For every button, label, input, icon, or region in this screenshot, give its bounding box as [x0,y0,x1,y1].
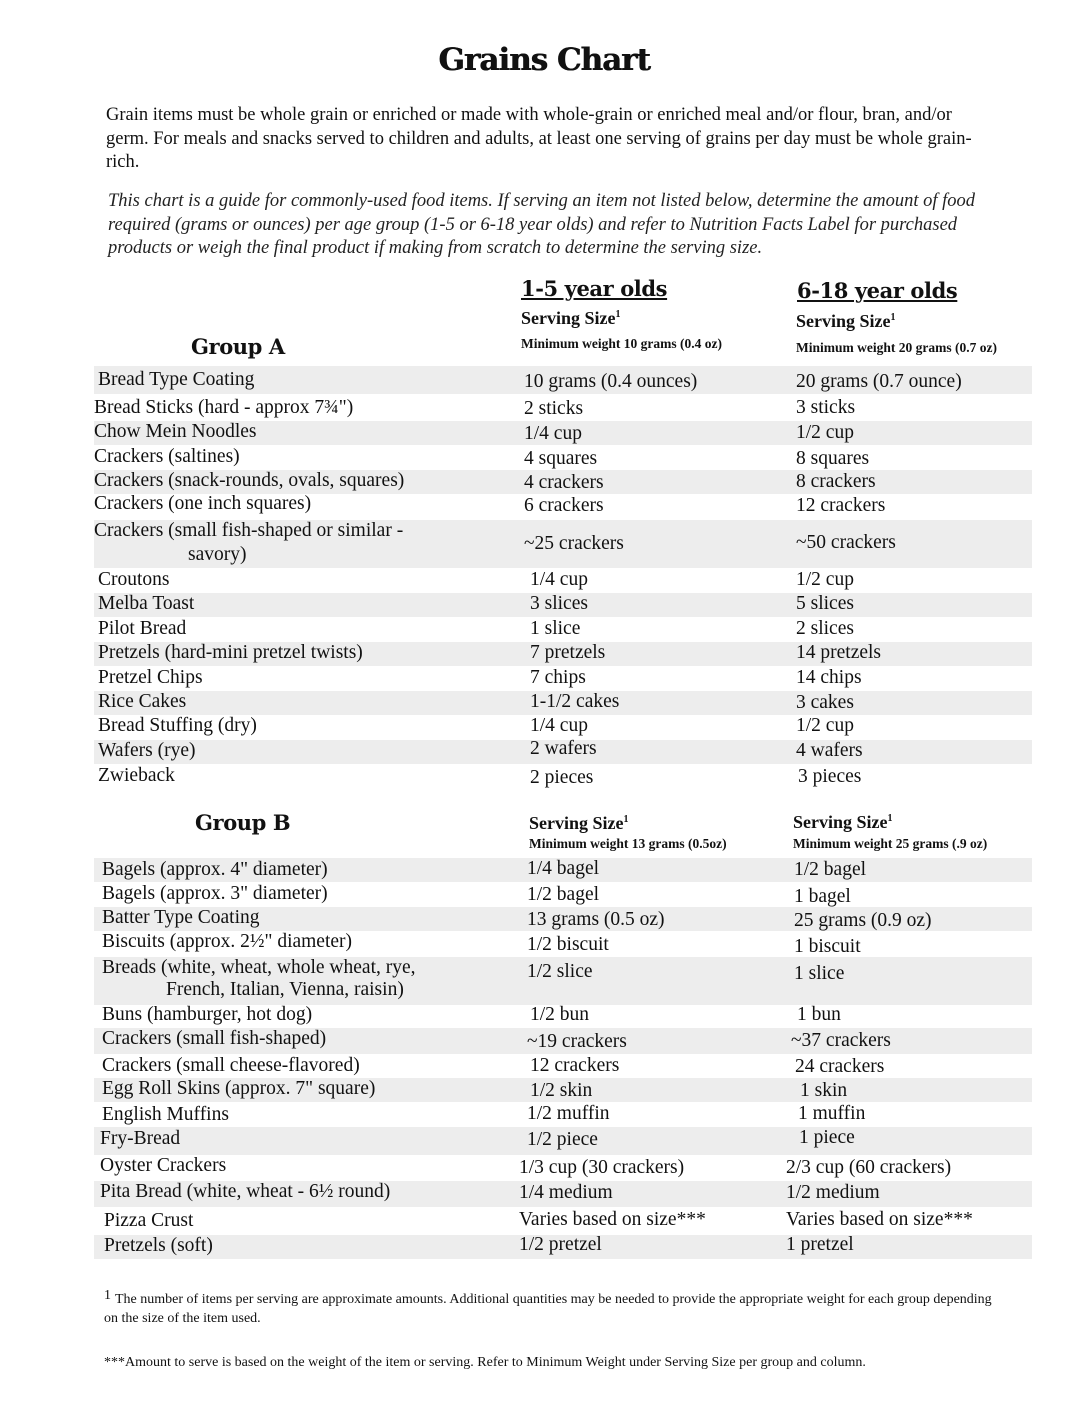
table-row [94,1102,1032,1127]
serving-older: 1/2 cup [796,422,854,443]
serving-young: 1 slice [530,618,581,639]
table-row [94,1078,1032,1102]
column-header-6-18: 6-18 year olds [797,278,958,303]
serving-older: 14 pretzels [796,642,882,663]
item-name: Bagels (approx. 3" diameter) [102,883,328,904]
serving-older: ~37 crackers [791,1030,891,1051]
serving-older: 1/2 medium [786,1182,880,1203]
table-row [94,907,1032,931]
serving-older: 8 squares [796,448,870,469]
serving-young: 4 crackers [524,472,604,493]
item-name: Crackers (snack-rounds, ovals, squares) [94,470,405,491]
item-name: Bread Sticks (hard - approx 7¾") [94,397,354,418]
group-b-serving-size-young: Serving Size$^1$ [529,813,629,833]
table-row [94,957,1032,1005]
serving-older: 1/2 bagel [794,859,867,880]
serving-older: 2/3 cup (60 crackers) [786,1157,952,1178]
item-name: Pretzel Chips [98,667,203,688]
serving-older: 1 bagel [794,886,851,907]
serving-young: 2 wafers [530,738,597,759]
serving-older: 8 crackers [796,471,876,492]
serving-older: 1/2 cup [796,715,854,736]
footnote-1-text: The number of items per serving are approximate amounts. Additional quantities may be needed to provide the appropriate weight for each group depending on the size of the item used. [104,1292,992,1326]
item-name: Bread Type Coating [98,369,255,390]
serving-older: 1 biscuit [794,936,861,957]
table-row [94,691,1032,715]
item-name: Bread Stuffing (dry) [98,715,257,736]
footnote-marker: 1 [104,1288,111,1303]
serving-older: 3 cakes [796,692,854,713]
serving-older: 25 grams (0.9 oz) [794,910,932,931]
item-name: Zwieback [98,765,175,786]
serving-young: 3 slices [530,593,588,614]
table-row [94,1235,1032,1259]
serving-young: 1/2 biscuit [527,934,609,955]
item-name: English Muffins [102,1104,229,1125]
serving-older: 1 bun [797,1004,841,1025]
group-b-min-weight-older: Minimum weight 25 grams (.9 oz) [793,836,988,851]
item-name: Oyster Crackers [100,1155,227,1176]
item-name: Croutons [98,569,170,590]
serving-young: 1/2 pretzel [519,1234,602,1255]
item-name: Breads (white, wheat, whole wheat, rye, [102,957,416,978]
table-row [94,740,1032,764]
group-b-serving-size-older: Serving Size$^1$ [793,812,893,832]
serving-young: 1/2 bagel [527,884,600,905]
serving-older: 1 slice [794,963,845,984]
serving-young: 1/4 cup [530,715,588,736]
serving-young: 1/4 bagel [527,858,600,879]
serving-older: 1 muffin [798,1103,866,1124]
serving-young: 1/4 cup [524,423,582,444]
serving-older: 1/2 cup [796,569,854,590]
table-row [94,520,1032,568]
group-a-min-weight-older: Minimum weight 20 grams (0.7 oz) [796,340,997,355]
item-name: Rice Cakes [98,691,187,712]
item-name: Pizza Crust [104,1210,194,1231]
table-row [94,642,1032,666]
serving-young: 1/4 medium [519,1182,613,1203]
item-name: Chow Mein Noodles [94,421,257,442]
item-name: Melba Toast [98,593,195,614]
group-a-min-weight-young: Minimum weight 10 grams (0.4 oz) [521,336,722,351]
item-name-continued: savory) [188,544,247,565]
serving-older: 12 crackers [796,495,886,516]
table-row [94,1207,1032,1235]
table-row [94,1004,1032,1028]
table-row [94,568,1032,592]
serving-young: 4 squares [524,448,598,469]
item-name: Egg Roll Skins (approx. 7" square) [102,1078,376,1099]
serving-young: 1/4 cup [530,569,588,590]
group-b-heading: Group B [195,810,291,835]
serving-young: Varies based on size*** [519,1209,706,1230]
item-name: Crackers (saltines) [94,446,240,467]
serving-older: 20 grams (0.7 ounce) [796,371,962,392]
item-name: Pretzels (hard-mini pretzel twists) [98,642,363,663]
group-a-heading: Group A [191,334,285,359]
intro-paragraph: Grain items must be whole grain or enriched or made with whole-grain or enriched meal and/or flour, bran, and/or germ. For meals and snacks served to children and adults, at least one serving of grains per day must be whole grain-rich. [106,105,972,172]
item-name: Buns (hamburger, hot dog) [102,1004,313,1025]
serving-young: 12 crackers [530,1055,620,1076]
serving-older: 3 pieces [798,766,862,787]
page-title: Grains Chart [438,42,650,78]
item-name: Crackers (one inch squares) [94,493,312,514]
group-b-min-weight-young: Minimum weight 13 grams (0.5oz) [529,836,727,851]
serving-older: Varies based on size*** [786,1209,973,1230]
table-row [94,421,1032,445]
item-name: Pita Bread (white, wheat - 6½ round) [100,1181,391,1202]
serving-older: 1 skin [800,1080,848,1101]
table-row [94,446,1032,470]
serving-young: ~25 crackers [524,533,624,554]
table-row [94,1155,1032,1181]
serving-older: 24 crackers [795,1056,885,1077]
serving-young: 1-1/2 cakes [530,691,620,712]
footnote-1 [104,1286,1004,1328]
item-name: Wafers (rye) [98,740,196,761]
table-row [94,366,1032,394]
item-name: Batter Type Coating [102,907,260,928]
serving-young: ~19 crackers [527,1031,627,1052]
table-row [94,764,1032,792]
table-row [94,593,1032,617]
item-name-continued: French, Italian, Vienna, raisin) [166,979,404,1000]
serving-young: 2 pieces [530,767,594,788]
serving-young: 1/2 muffin [527,1103,610,1124]
serving-young: 1/2 slice [527,961,593,982]
serving-older: 14 chips [796,667,862,688]
guide-paragraph: This chart is a guide for commonly-used food items. If serving an item not listed below, determine the amount of food required (grams or ounces) per age group (1-5 or 6-18 year olds) and refer to Nutrition Facts Label for purchased products or weigh the final product if making from scratch to determine the serving size. [108,191,976,258]
serving-older: ~50 crackers [796,532,896,553]
table-row [94,858,1032,882]
serving-older: 4 wafers [796,740,863,761]
serving-young: 2 sticks [524,398,584,419]
serving-young: 1/3 cup (30 crackers) [519,1157,685,1178]
serving-young: 1/2 skin [530,1080,593,1101]
table-row [94,396,1032,420]
item-name: Crackers (small fish-shaped or similar - [94,520,404,541]
item-name: Bagels (approx. 4" diameter) [102,859,328,880]
serving-young: 1/2 piece [527,1129,598,1150]
serving-older: 3 sticks [796,397,856,418]
group-a-serving-size-young: Serving Size$^1$ [521,308,621,328]
table-row [94,470,1032,494]
item-name: Crackers (small fish-shaped) [102,1028,327,1049]
table-row [94,931,1032,957]
serving-young: 7 pretzels [530,642,606,663]
serving-young: 13 grams (0.5 oz) [527,909,665,930]
item-name: Pretzels (soft) [104,1235,213,1256]
table-row [94,1127,1032,1155]
group-a-serving-size-older: Serving Size$^1$ [796,311,896,331]
table-row [94,715,1032,739]
serving-young: 7 chips [530,667,586,688]
table-row [94,1054,1032,1078]
table-row [94,1028,1032,1054]
table-row [94,666,1032,690]
serving-older: 2 slices [796,618,854,639]
serving-young: 10 grams (0.4 ounces) [524,371,698,392]
table-row [94,494,1032,518]
serving-young: 6 crackers [524,495,604,516]
table-row [94,883,1032,907]
serving-older: 5 slices [796,593,854,614]
serving-older: 1 piece [799,1127,855,1148]
column-header-1-5: 1-5 year olds [521,276,668,301]
serving-older: 1 pretzel [786,1234,854,1255]
table-row [94,1181,1032,1207]
table-row [94,617,1032,641]
item-name: Biscuits (approx. 2½" diameter) [102,931,353,952]
footnote-2: ***Amount to serve is based on the weight of the item or serving. Refer to Minimum Weight under Serving Size per group and column. [104,1355,866,1370]
item-name: Fry-Bread [100,1128,181,1149]
item-name: Crackers (small cheese-flavored) [102,1055,360,1076]
item-name: Pilot Bread [98,618,187,639]
serving-young: 1/2 bun [530,1004,590,1025]
